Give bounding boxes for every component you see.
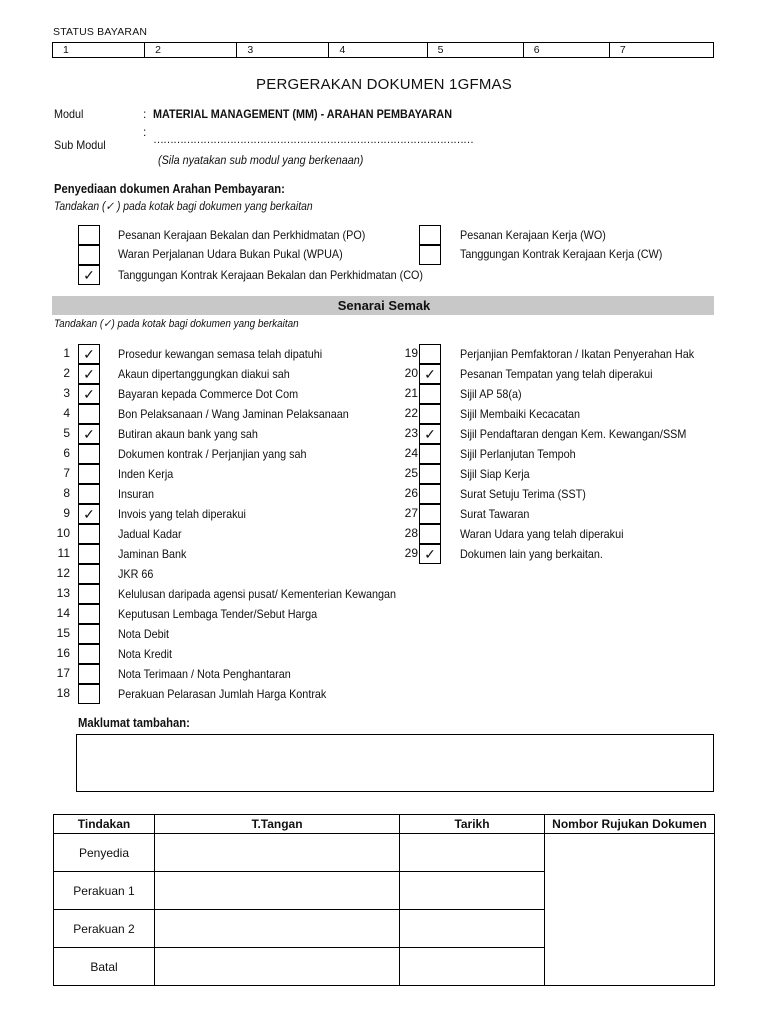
checklist-number: 27 [404, 506, 418, 520]
checklist-number: 18 [56, 686, 70, 700]
checklist-number: 25 [404, 466, 418, 480]
checklist-checkbox[interactable] [78, 404, 100, 424]
date-cell[interactable] [400, 872, 545, 910]
signoff-header-tindakan: Tindakan [54, 815, 155, 834]
checklist-number: 21 [404, 386, 418, 400]
status-cell-1[interactable]: 1 [63, 44, 69, 56]
status-cell-3[interactable]: 3 [247, 44, 254, 56]
checklist-number: 20 [404, 366, 418, 380]
checklist-checkbox[interactable] [419, 484, 441, 504]
checklist-item-label: Jaminan Bank [118, 547, 187, 561]
checklist-number: 11 [57, 546, 70, 560]
status-cell-7[interactable]: 7 [619, 44, 626, 56]
checklist-item-label: Akaun dipertanggungkan diakui sah [118, 367, 290, 381]
checklist-item-label: Sijil Pendaftaran dengan Kem. Kewangan/SSM [460, 427, 687, 441]
checklist-checkbox[interactable] [78, 604, 100, 624]
checklist-item-label: Nota Terimaan / Nota Penghantaran [118, 667, 291, 681]
checklist-item-label: Dokumen kontrak / Perjanjian yang sah [118, 447, 307, 461]
checklist-item-label: Sijil Perlanjutan Tempoh [460, 447, 576, 461]
module-colon: : [143, 107, 147, 121]
checklist-number: 9 [63, 506, 70, 520]
status-bayaran-label: STATUS BAYARAN [53, 26, 148, 38]
sub-module-label: Sub Modul [54, 138, 106, 152]
remarks-label: Maklumat tambahan: [78, 716, 190, 730]
checklist-checkbox[interactable] [419, 444, 441, 464]
checklist-number: 7 [63, 466, 70, 480]
signature-cell[interactable] [155, 834, 400, 872]
checklist-number: 10 [56, 526, 70, 540]
checklist-item-label: Surat Setuju Terima (SST) [460, 487, 586, 501]
checklist-number: 2 [63, 366, 70, 380]
checklist-checkbox[interactable]: ✓ [419, 424, 441, 444]
checklist-checkbox[interactable] [78, 624, 100, 644]
signature-cell[interactable] [155, 872, 400, 910]
signoff-table [53, 814, 715, 986]
checklist-item-label: Jadual Kadar [118, 527, 182, 541]
checklist-item-label: Pesanan Tempatan yang telah diperakui [460, 367, 653, 381]
checklist-checkbox[interactable]: ✓ [419, 364, 441, 384]
checklist-checkbox[interactable] [78, 584, 100, 604]
checklist-item-label: Waran Udara yang telah diperakui [460, 527, 624, 541]
module-value: MATERIAL MANAGEMENT (MM) - ARAHAN PEMBAYARAN [153, 107, 452, 121]
checklist-item-label: Nota Kredit [118, 647, 173, 661]
senarai-instruction: Tandakan (✓) pada kotak bagi dokumen yang berkaitan [54, 318, 299, 330]
checklist-number: 23 [404, 426, 418, 440]
document-title: PERGERAKAN DOKUMEN 1GFMAS [256, 76, 512, 93]
prep-checkbox-cw[interactable] [419, 245, 441, 265]
checklist-checkbox[interactable] [78, 524, 100, 544]
checklist-number: 14 [56, 606, 70, 620]
checklist-item-label: Butiran akaun bank yang sah [118, 427, 258, 441]
checklist-checkbox[interactable] [78, 464, 100, 484]
checklist-checkbox[interactable]: ✓ [78, 344, 100, 364]
checklist-item-label: Invois yang telah diperakui [118, 507, 246, 521]
prep-option-cw: Tanggungan Kontrak Kerajaan Kerja (CW) [460, 247, 663, 261]
checklist-number: 16 [56, 646, 70, 660]
checklist-number: 22 [404, 406, 418, 420]
checklist-checkbox[interactable] [78, 444, 100, 464]
signoff-action-perakuan-1: Perakuan 1 [54, 872, 155, 910]
checklist-checkbox[interactable]: ✓ [78, 384, 100, 404]
prep-option-po: Pesanan Kerajaan Bekalan dan Perkhidmatan (PO) [118, 228, 366, 242]
checklist-number: 17 [56, 666, 70, 680]
checklist-number: 24 [404, 446, 418, 460]
checklist-item-label: Keputusan Lembaga Tender/Sebut Harga [118, 607, 318, 621]
checklist-item-label: Sijil Siap Kerja [460, 467, 530, 481]
checklist-item-label: Prosedur kewangan semasa telah dipatuhi [118, 347, 323, 361]
checklist-number: 29 [404, 546, 418, 560]
signoff-action-batal: Batal [54, 948, 155, 986]
status-cell-6[interactable]: 6 [533, 44, 540, 56]
signoff-action-penyedia: Penyedia [54, 834, 155, 872]
checklist-item-label: Kelulusan daripada agensi pusat/ Kementerian Kewangan [118, 587, 397, 601]
sub-module-input[interactable]: …………………………………………………………………………………… [153, 134, 473, 146]
date-cell[interactable] [400, 948, 545, 986]
signoff-header-ttangan: T.Tangan [155, 815, 400, 834]
prep-checkbox-wo[interactable] [419, 225, 441, 245]
prep-option-co: Tanggungan Kontrak Kerajaan Bekalan dan Perkhidmatan (CO) [118, 268, 424, 282]
checklist-item-label: Inden Kerja [118, 467, 174, 481]
prep-instruction: Tandakan (✓ ) pada kotak bagi dokumen yang berkaitan [54, 201, 313, 213]
checklist-checkbox[interactable] [419, 344, 441, 364]
signoff-action-perakuan-2: Perakuan 2 [54, 910, 155, 948]
signature-cell[interactable] [155, 910, 400, 948]
checklist-item-label: Bayaran kepada Commerce Dot Com [118, 387, 299, 401]
checklist-checkbox[interactable]: ✓ [419, 544, 441, 564]
checklist-checkbox[interactable] [78, 484, 100, 504]
checklist-number: 5 [63, 426, 70, 440]
checklist-checkbox[interactable]: ✓ [78, 504, 100, 524]
prep-checkbox-wpua[interactable] [78, 245, 100, 265]
signoff-header-tarikh: Tarikh [400, 815, 545, 834]
remarks-textarea[interactable] [76, 734, 714, 792]
checklist-checkbox[interactable] [419, 504, 441, 524]
status-cell-4[interactable]: 4 [339, 44, 346, 56]
checklist-number: 19 [404, 346, 418, 360]
checklist-checkbox[interactable] [419, 384, 441, 404]
checklist-number: 8 [63, 486, 70, 500]
signoff-header-rujukan: Nombor Rujukan Dokumen [545, 815, 715, 834]
checklist-number: 3 [63, 386, 70, 400]
checklist-number: 12 [56, 566, 70, 580]
checklist-item-label: Dokumen lain yang berkaitan. [460, 547, 603, 561]
status-cell-2[interactable]: 2 [155, 44, 161, 56]
signature-cell[interactable] [155, 948, 400, 986]
checklist-checkbox[interactable] [78, 664, 100, 684]
senarai-semak-title: Senarai Semak [337, 298, 431, 313]
checklist-item-label: Perakuan Pelarasan Jumlah Harga Kontrak [118, 687, 327, 701]
status-cell-5[interactable]: 5 [437, 44, 444, 56]
checklist-number: 26 [404, 486, 418, 500]
checklist-checkbox[interactable] [78, 564, 100, 584]
checklist-item-label: Sijil AP 58(a) [460, 387, 522, 401]
prep-heading: Penyediaan dokumen Arahan Pembayaran: [54, 182, 285, 196]
checklist-number: 15 [56, 626, 70, 640]
reference-number-cell[interactable] [545, 834, 715, 986]
sub-module-colon: : [143, 125, 147, 139]
checklist-checkbox[interactable] [78, 544, 100, 564]
date-cell[interactable] [400, 910, 545, 948]
checklist-number: 1 [63, 346, 70, 360]
table-row [54, 834, 715, 872]
checklist-checkbox[interactable]: ✓ [78, 364, 100, 384]
status-bayaran-table [52, 42, 714, 58]
checklist-number: 6 [63, 446, 70, 460]
prep-option-wo: Pesanan Kerajaan Kerja (WO) [460, 228, 606, 242]
module-label: Modul [54, 107, 84, 121]
checklist-item-label: Nota Debit [118, 627, 170, 641]
checklist-checkbox[interactable]: ✓ [78, 424, 100, 444]
checklist-item-label: Bon Pelaksanaan / Wang Jaminan Pelaksanaan [118, 407, 349, 421]
checklist-number: 13 [56, 586, 70, 600]
prep-checkbox-co[interactable]: ✓ [78, 265, 100, 285]
checklist-item-label: Insuran [118, 487, 155, 501]
checklist-item-label: Sijil Membaiki Kecacatan [460, 407, 581, 421]
checklist-checkbox[interactable] [419, 464, 441, 484]
checklist-checkbox[interactable] [419, 404, 441, 424]
sub-module-hint: (Sila nyatakan sub modul yang berkenaan) [158, 153, 364, 167]
prep-option-wpua: Waran Perjalanan Udara Bukan Pukal (WPUA) [118, 247, 343, 261]
checklist-number: 4 [63, 406, 70, 420]
checklist-item-label: Perjanjian Pemfaktoran / Ikatan Penyerahan Hak [460, 347, 695, 361]
checklist-checkbox[interactable] [419, 524, 441, 544]
checklist-checkbox[interactable] [78, 644, 100, 664]
checklist-checkbox[interactable] [78, 684, 100, 704]
date-cell[interactable] [400, 834, 545, 872]
checklist-number: 28 [404, 526, 418, 540]
prep-checkbox-po[interactable] [78, 225, 100, 245]
checklist-item-label: Surat Tawaran [460, 507, 530, 521]
checklist-item-label: JKR 66 [118, 567, 154, 581]
